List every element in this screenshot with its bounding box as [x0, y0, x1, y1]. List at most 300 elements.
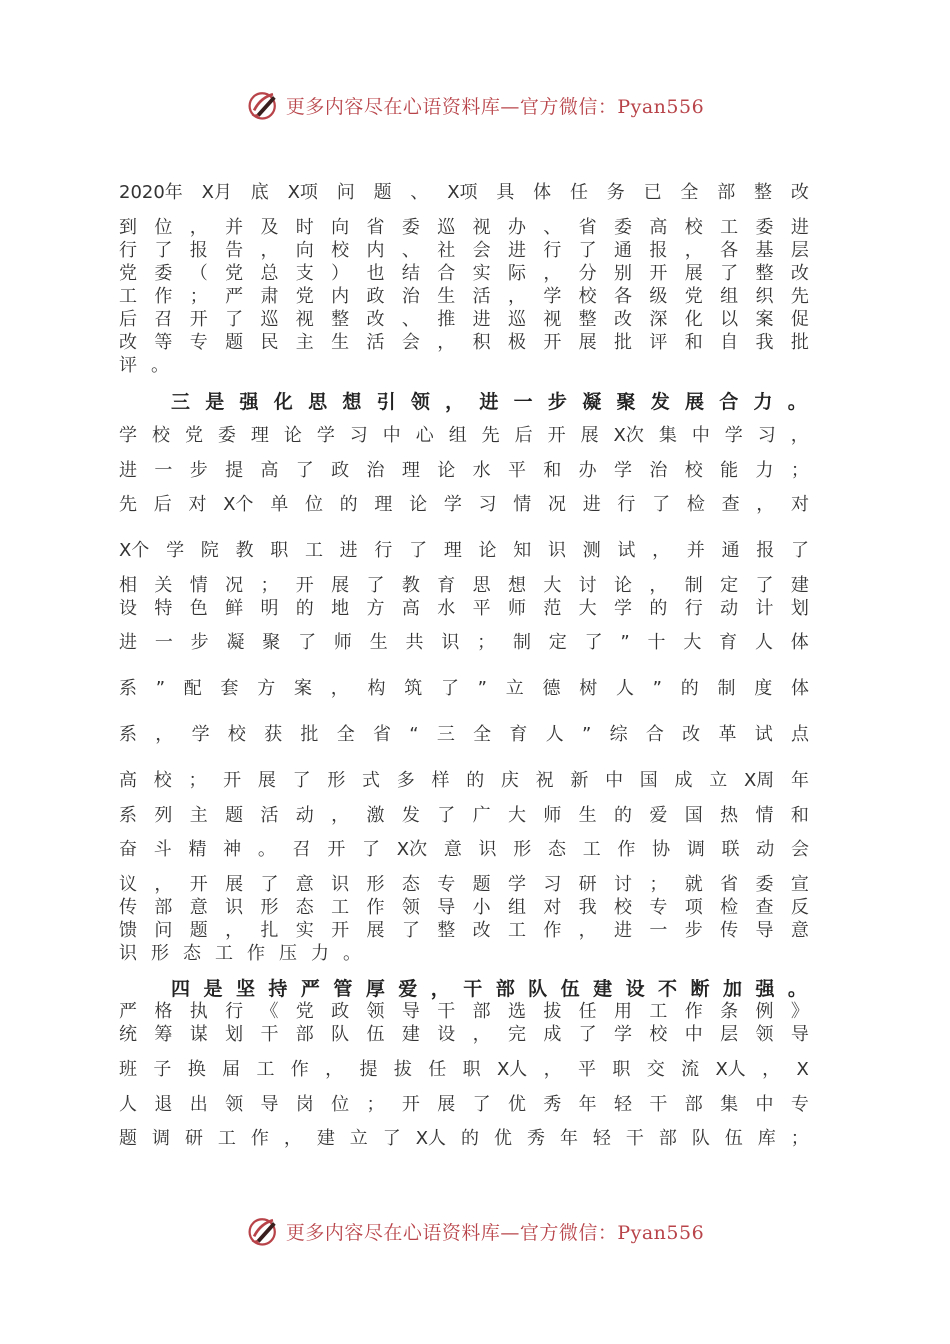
text-token: 发: [650, 391, 670, 413]
text-token: ”: [477, 678, 487, 699]
text-token: 以: [720, 309, 739, 330]
text-token: 学: [191, 724, 210, 745]
text-token: 开: [649, 263, 668, 284]
text-token: 生: [331, 332, 350, 353]
text-token: 式: [362, 770, 381, 791]
text-line: [119, 332, 809, 354]
text-token: 一: [513, 391, 533, 413]
text-token: 治: [649, 460, 668, 481]
text-token: 了: [362, 839, 381, 860]
text-token: 管: [333, 978, 353, 1000]
text-token: 及: [260, 217, 279, 238]
text-token: 党: [119, 263, 137, 284]
text-token: 、: [401, 240, 420, 261]
text-token: 实: [472, 263, 491, 284]
text-token: 相: [119, 575, 137, 596]
text-token: 思: [472, 575, 491, 596]
text-token: 巡: [437, 217, 456, 238]
text-token: 学: [543, 286, 562, 307]
text-token: 会: [472, 240, 491, 261]
text-line: [119, 1001, 809, 1023]
text-line: [119, 355, 809, 377]
text-token: 岗: [295, 1094, 314, 1115]
text-token: 换: [187, 1059, 206, 1080]
text-token: 工: [582, 839, 601, 860]
text-token: 对: [791, 494, 809, 515]
text-token: 开: [295, 575, 314, 596]
text-token: 了: [437, 805, 456, 826]
text-token: 工: [331, 897, 350, 918]
text-token: X人: [496, 1059, 528, 1080]
text-token: 题: [225, 805, 244, 826]
text-token: 学: [316, 425, 335, 446]
text-token: 爱: [649, 805, 668, 826]
text-token: 体: [790, 678, 809, 699]
text-token: 织: [755, 286, 774, 307]
text-token: 、: [543, 217, 562, 238]
text-token: 交: [646, 1059, 665, 1080]
text-token: 年: [791, 770, 809, 791]
footer-banner: [0, 1209, 950, 1253]
text-token: 开: [401, 1094, 420, 1115]
text-token: ，: [437, 332, 456, 353]
text-line: [119, 770, 809, 792]
text-token: 。: [787, 978, 807, 1000]
text-token: 论: [614, 575, 633, 596]
text-token: 召: [154, 309, 173, 330]
text-token: 构: [367, 678, 386, 699]
text-token: 执: [189, 1001, 208, 1022]
text-token: 行: [119, 240, 137, 261]
text-token: 例: [755, 1001, 774, 1022]
text-token: 识: [441, 632, 460, 653]
text-token: 了: [382, 1128, 401, 1149]
text-line: [119, 425, 809, 447]
text-token: 习: [478, 494, 497, 515]
text-token: 校: [227, 724, 246, 745]
text-token: 用: [614, 1001, 633, 1022]
text-token: 委: [154, 263, 173, 284]
text-token: 工: [649, 1001, 668, 1022]
text-token: 底: [250, 182, 269, 203]
text-token: 校: [331, 240, 350, 261]
text-token: 干: [437, 1001, 456, 1022]
text-token: 子: [153, 1059, 172, 1080]
text-line: [119, 920, 809, 942]
text-token: 内: [331, 286, 350, 307]
text-token: 识: [225, 897, 244, 918]
text-token: 省: [720, 874, 739, 895]
text-token: 基: [755, 240, 774, 261]
text-token: 报: [649, 240, 668, 261]
text-token: 查: [721, 494, 740, 515]
text-token: 馈: [119, 920, 137, 941]
text-token: 评: [119, 355, 137, 376]
text-token: ，: [430, 978, 450, 1000]
text-token: 调: [686, 839, 705, 860]
text-token: 。: [151, 355, 169, 376]
text-token: 了: [791, 540, 809, 561]
text-line: [119, 678, 809, 700]
text-token: 告: [225, 240, 244, 261]
text-token: 聚: [262, 632, 281, 653]
text-token: ”: [620, 632, 630, 653]
text-token: 讨: [578, 575, 597, 596]
text-token: 展: [437, 1094, 456, 1115]
text-token: 师: [507, 598, 526, 619]
text-token: 能: [720, 460, 739, 481]
text-token: 主: [295, 332, 314, 353]
text-token: 多: [396, 770, 415, 791]
text-token: 了: [366, 575, 385, 596]
text-token: 意: [443, 839, 462, 860]
text-token: 教: [401, 575, 420, 596]
text-token: 高: [260, 460, 279, 481]
text-token: 知: [513, 540, 532, 561]
text-token: ，: [325, 1059, 344, 1080]
text-token: 党: [295, 1001, 314, 1022]
text-token: X次: [613, 425, 644, 446]
text-token: 态: [401, 874, 420, 895]
text-token: 奋: [119, 839, 137, 860]
text-token: 学: [166, 540, 185, 561]
text-token: 选: [507, 1001, 526, 1022]
text-token: 政: [331, 460, 350, 481]
text-token: 批: [790, 332, 809, 353]
text-token: 中: [755, 1094, 774, 1115]
text-token: ”: [652, 678, 662, 699]
text-token: 工: [720, 217, 739, 238]
text-token: 对: [188, 494, 207, 515]
text-token: 建: [593, 978, 613, 1000]
text-token: 整: [437, 920, 456, 941]
text-token: 一: [154, 460, 173, 481]
text-line: [119, 263, 809, 285]
text-token: 深: [649, 309, 668, 330]
text-token: 况: [547, 494, 566, 515]
text-token: 委: [217, 425, 236, 446]
text-token: 并: [225, 217, 244, 238]
text-token: 形: [366, 874, 385, 895]
text-token: 会: [791, 839, 809, 860]
text-token: 全: [473, 724, 492, 745]
text-token: ；: [189, 286, 208, 307]
text-token: 社: [437, 240, 456, 261]
text-token: X项: [447, 182, 478, 203]
text-token: 了: [409, 540, 428, 561]
text-line: [119, 897, 809, 919]
text-token: 中: [684, 1024, 703, 1045]
text-token: 立: [349, 1128, 368, 1149]
text-token: 检: [686, 494, 705, 515]
text-token: ，: [154, 874, 173, 895]
text-token: 年: [559, 1128, 578, 1149]
text-token: 方: [366, 598, 385, 619]
text-token: 合: [645, 724, 664, 745]
text-token: 整: [331, 309, 350, 330]
text-token: ，: [260, 240, 279, 261]
text-token: 的: [461, 1128, 480, 1149]
text-token: 优: [507, 1094, 526, 1115]
text-token: ；: [260, 575, 279, 596]
text-token: 了: [154, 240, 173, 261]
text-token: 国: [684, 805, 703, 826]
text-token: 识: [478, 839, 497, 860]
text-token: 理: [401, 460, 420, 481]
text-token: 人: [754, 632, 773, 653]
text-token: 校: [684, 217, 703, 238]
text-token: 建: [316, 1128, 335, 1149]
text-token: 积: [472, 332, 491, 353]
text-token: ，: [543, 1059, 562, 1080]
text-token: 和: [684, 332, 703, 353]
text-token: 思: [308, 391, 328, 413]
text-token: 研: [184, 1128, 203, 1149]
text-token: 想: [507, 575, 526, 596]
text-token: 制: [717, 678, 736, 699]
text-token: 定: [720, 575, 739, 596]
text-token: 点: [791, 724, 809, 745]
text-token: 改: [472, 920, 491, 941]
text-token: 学: [614, 598, 633, 619]
text-token: 通: [721, 540, 740, 561]
text-token: 领: [366, 1001, 385, 1022]
text-token: 论: [437, 460, 456, 481]
text-token: 立: [505, 678, 524, 699]
text-token: 作: [684, 1001, 703, 1022]
text-token: 实: [295, 920, 314, 941]
text-token: 进: [614, 920, 633, 941]
text-token: 后: [514, 425, 533, 446]
text-token: 度: [754, 678, 773, 699]
text-token: 德: [542, 678, 561, 699]
text-token: 进: [472, 309, 491, 330]
text-line: [119, 1059, 809, 1081]
text-token: 评: [649, 332, 668, 353]
text-token: 层: [790, 240, 809, 261]
text-token: 总: [260, 263, 279, 284]
text-token: 位: [304, 494, 323, 515]
text-token: 队: [331, 1024, 350, 1045]
text-token: 范: [543, 598, 562, 619]
text-token: 结: [401, 263, 420, 284]
text-token: 领: [755, 1024, 774, 1045]
text-token: 作: [543, 920, 562, 941]
text-token: 专: [790, 1094, 809, 1115]
text-token: 进: [339, 540, 358, 561]
text-token: 干: [625, 1128, 644, 1149]
text-token: 改: [790, 182, 809, 203]
text-token: 树: [579, 678, 598, 699]
text-token: 传: [119, 897, 137, 918]
text-token: 题: [373, 182, 392, 203]
text-token: 广: [472, 805, 491, 826]
text-token: 展: [225, 874, 244, 895]
text-token: 干: [649, 1094, 668, 1115]
text-token: 十: [647, 632, 666, 653]
text-token: 精: [188, 839, 207, 860]
text-token: 向: [295, 240, 314, 261]
text-token: 部: [495, 978, 515, 1000]
text-token: 任: [569, 182, 588, 203]
text-token: 统: [119, 1024, 137, 1045]
text-token: 也: [366, 263, 385, 284]
text-token: 向: [331, 217, 350, 238]
text-token: 开: [547, 425, 566, 446]
text-token: 三: [171, 391, 191, 413]
text-token: 大: [507, 805, 526, 826]
text-token: 大: [543, 575, 562, 596]
text-token: ，: [507, 286, 526, 307]
text-token: ，: [445, 391, 465, 413]
text-token: 合: [719, 391, 739, 413]
text-token: ”: [581, 724, 592, 745]
text-line: [119, 460, 809, 482]
text-token: 成: [543, 1024, 562, 1045]
text-token: 合: [437, 263, 456, 284]
text-token: 导: [437, 897, 456, 918]
text-token: 生: [578, 805, 597, 826]
text-line: [119, 1024, 809, 1046]
text-token: 持: [268, 978, 288, 1000]
text-token: 体: [790, 632, 809, 653]
text-token: 治: [366, 460, 385, 481]
text-token: ）: [331, 263, 350, 284]
text-token: 平: [578, 1059, 597, 1080]
text-token: 通: [614, 240, 633, 261]
text-token: 了: [225, 309, 244, 330]
text-token: 届: [222, 1059, 241, 1080]
text-token: 位: [331, 1094, 350, 1115]
text-token: 委: [614, 217, 633, 238]
text-token: 作: [250, 1128, 269, 1149]
text-token: 退: [154, 1094, 173, 1115]
text-token: 专: [189, 332, 208, 353]
text-token: 了: [578, 1024, 597, 1045]
banner-text: 更多内容尽在心语资料库—官方微信：Pyan556: [285, 95, 705, 118]
text-token: 部: [658, 1128, 677, 1149]
text-token: 展: [366, 920, 385, 941]
text-token: 、: [410, 182, 429, 203]
text-token: 坚: [235, 978, 255, 1000]
text-token: 一: [649, 920, 668, 941]
text-token: 校: [151, 425, 170, 446]
text-token: 进: [507, 240, 526, 261]
text-token: 力: [755, 460, 774, 481]
text-token: 习: [349, 425, 368, 446]
text-token: 等: [154, 332, 173, 353]
text-token: 导: [790, 1024, 809, 1045]
text-token: 了: [401, 920, 420, 941]
text-token: 展: [257, 770, 276, 791]
text-token: 测: [582, 540, 601, 561]
text-token: 的: [649, 598, 668, 619]
text-token: 地: [331, 598, 350, 619]
text-token: 干: [260, 1024, 279, 1045]
text-token: 情: [513, 494, 532, 515]
text-token: 教: [235, 540, 254, 561]
text-token: 开: [327, 839, 346, 860]
text-line: [119, 839, 809, 861]
text-token: 轻: [614, 1094, 633, 1115]
text-token: 意: [189, 897, 208, 918]
text-token: 委: [755, 874, 774, 895]
text-token: 作: [617, 839, 636, 860]
text-token: 作: [154, 286, 173, 307]
text-token: 动: [720, 598, 739, 619]
text-token: 轻: [592, 1128, 611, 1149]
text-token: 专: [649, 897, 668, 918]
text-token: 提: [225, 460, 244, 481]
text-token: ，: [472, 1024, 491, 1045]
text-token: 爱: [398, 978, 418, 1000]
text-token: 批: [614, 332, 633, 353]
text-token: 位: [154, 217, 173, 238]
text-token: X人: [415, 1128, 447, 1149]
text-token: 出: [189, 1094, 208, 1115]
section-heading: [171, 978, 807, 1000]
text-token: 态: [183, 943, 201, 964]
text-token: 作: [290, 1059, 309, 1080]
text-token: ；: [477, 632, 496, 653]
text-token: 和: [790, 805, 809, 826]
text-token: 高: [401, 598, 420, 619]
text-token: 划: [790, 598, 809, 619]
text-token: 综: [609, 724, 628, 745]
text-token: 心: [415, 425, 434, 446]
text-token: 的: [614, 805, 633, 826]
text-line: [119, 575, 809, 597]
text-token: 步: [189, 460, 208, 481]
text-token: 祝: [535, 770, 554, 791]
text-token: 谋: [189, 1024, 208, 1045]
text-token: 的: [295, 598, 314, 619]
text-token: X个: [119, 540, 150, 561]
text-token: 政: [366, 286, 385, 307]
text-token: 拔: [543, 1001, 562, 1022]
text-token: 任: [428, 1059, 447, 1080]
text-token: 水: [437, 598, 456, 619]
text-token: 大: [578, 598, 597, 619]
text-token: 查: [755, 897, 774, 918]
text-token: 庆: [500, 770, 519, 791]
text-token: 级: [649, 286, 668, 307]
text-token: 伍: [560, 978, 580, 1000]
text-token: 议: [119, 874, 137, 895]
text-line: [119, 182, 809, 204]
text-token: 了: [298, 632, 317, 653]
text-token: 后: [153, 494, 172, 515]
text-token: 了: [652, 494, 671, 515]
text-token: 极: [507, 332, 526, 353]
text-token: 拔: [393, 1059, 412, 1080]
text-token: 明: [260, 598, 279, 619]
text-token: 并: [686, 540, 705, 561]
text-token: 单: [270, 494, 289, 515]
text-token: 压: [279, 943, 297, 964]
text-line: [119, 874, 809, 896]
text-token: ，: [756, 494, 775, 515]
text-token: 步: [547, 391, 567, 413]
text-token: 校: [578, 286, 597, 307]
text-token: 了: [578, 240, 597, 261]
text-token: 展: [684, 391, 704, 413]
text-token: 了: [295, 460, 314, 481]
text-token: 革: [718, 724, 737, 745]
text-token: 形: [327, 770, 346, 791]
text-token: ；: [790, 1128, 809, 1149]
text-token: 严: [225, 286, 244, 307]
